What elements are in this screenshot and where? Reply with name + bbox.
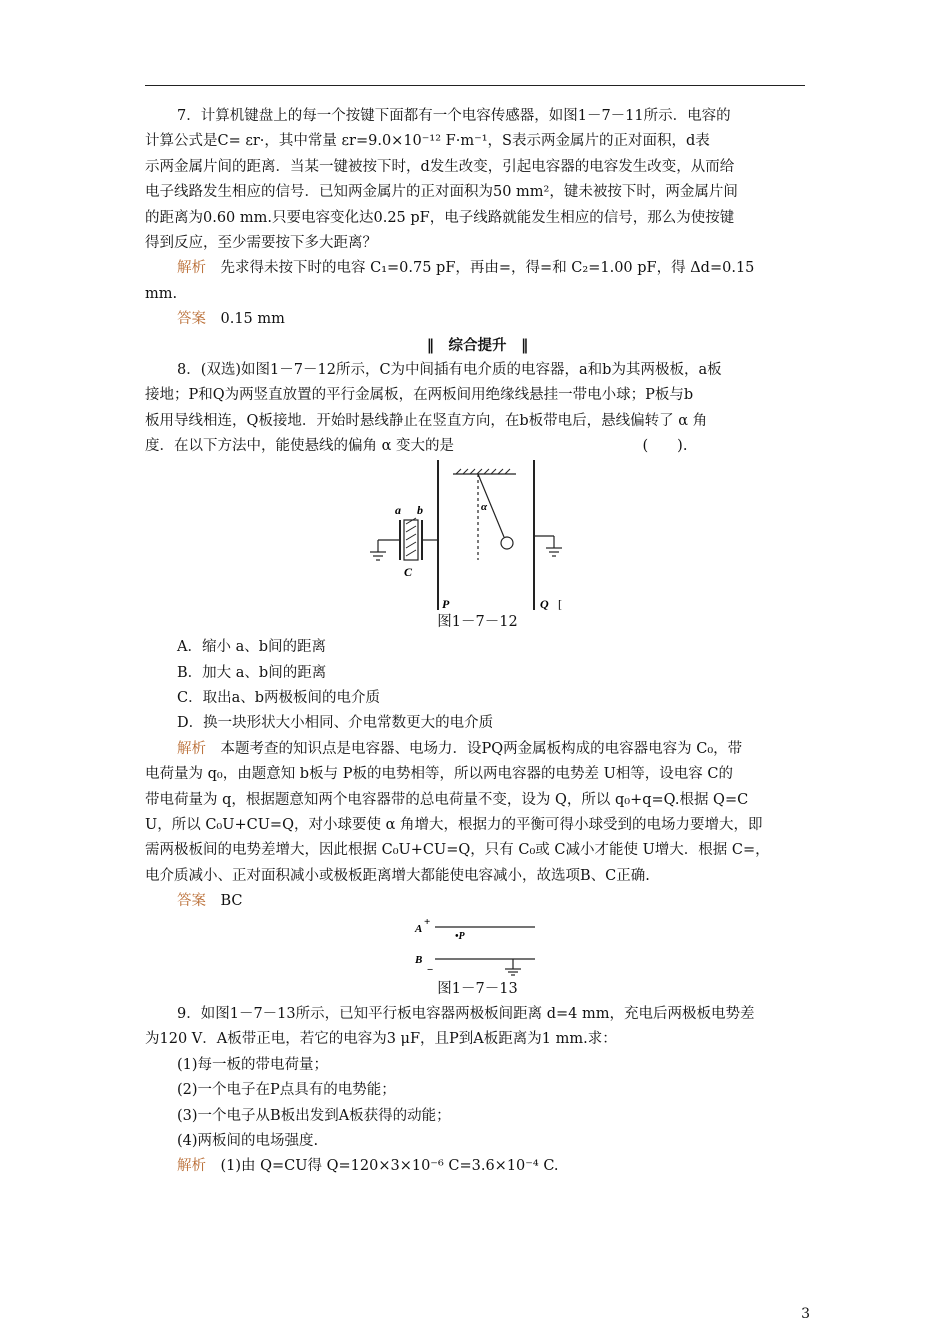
q8-option-c: C．取出a、b两极板间的电介质 bbox=[177, 689, 381, 706]
q8-option-a: A．缩小 a、b间的距离 bbox=[177, 639, 327, 656]
q7-line-6: 得到反应，至少需要按下多大距离？ bbox=[145, 235, 377, 252]
fig8-label-P: P bbox=[441, 596, 449, 610]
q7-line-2: 计算公式是C= εr·，其中常量 εr=9.0×10⁻¹² F·m⁻¹，S表示两金属片的正对面积，d表 bbox=[145, 133, 710, 150]
answer-label: 答案 bbox=[177, 893, 206, 910]
q9-item-4: (4)两板间的电场强度. bbox=[177, 1133, 319, 1149]
fig8-label-b: b bbox=[416, 502, 423, 517]
header-rule bbox=[145, 85, 805, 86]
fig9-label-B: B bbox=[414, 953, 422, 966]
q8-answer-text: BC bbox=[220, 893, 243, 910]
page-content bbox=[145, 104, 810, 1180]
figure-1-7-13 bbox=[413, 915, 543, 977]
q8-analysis-line-6: 电介质减小、正对面积减小或极板距离增大都能使电容减小，故选项B、C正确. bbox=[145, 867, 650, 884]
q8-option-b: B．加大 a、b间的距离 bbox=[177, 664, 327, 681]
figure-1-7-13-caption: 图1－7－13 bbox=[437, 980, 518, 997]
q7-analysis-text: 先求得未按下时的电容 C₁=0.75 pF，再由=，得=和 C₂=1.00 pF，得 Δd=0.15 bbox=[220, 260, 755, 277]
q7-line-3: 示两金属片间的距离．当某一键被按下时，d发生改变，引起电容器的电容发生改变，从而给 bbox=[145, 158, 735, 175]
q8-line-2: 接地；P和Q为两竖直放置的平行金属板，在两板间用绝缘线悬挂一带电小球；P板与b bbox=[145, 387, 694, 404]
fig9-label-A: A bbox=[414, 922, 422, 935]
q9-item-3: (3)一个电子从B板出发到A板获得的动能； bbox=[177, 1107, 451, 1124]
q8-analysis-line-3: 带电荷量为 q，根据题意知两个电容器带的总电荷量不变，设为 Q，所以 q₀+q=Q.根据 Q=C bbox=[145, 791, 749, 808]
fig8-label-a: a bbox=[394, 502, 401, 517]
answer-label: 答案 bbox=[177, 311, 206, 328]
analysis-label: 解析 bbox=[177, 1158, 206, 1175]
q7-line-4: 电子线路发生相应的信号．已知两金属片的正对面积为50 mm²，键未被按下时，两金属片间 bbox=[145, 184, 738, 201]
q9-item-2: (2)一个电子在P点具有的电势能； bbox=[177, 1082, 396, 1099]
q7-answer-text: 0.15 mm bbox=[220, 311, 285, 328]
q8-line-3: 板用导线相连，Q板接地．开始时悬线静止在竖直方向，在b板带电后，悬线偏转了 α 角 bbox=[145, 412, 708, 429]
analysis-label: 解析 bbox=[177, 260, 206, 277]
q8-analysis-line-1 bbox=[145, 737, 810, 762]
analysis-label: 解析 bbox=[177, 740, 206, 757]
q7-analysis bbox=[145, 256, 810, 281]
q7-answer bbox=[145, 307, 810, 332]
fig8-label-Q: Q bbox=[539, 596, 549, 610]
q9-analysis bbox=[145, 1154, 810, 1179]
fig8-label-alpha: α bbox=[480, 500, 487, 513]
q7-line-5: 的距离为0.60 mm.只要电容变化达0.25 pF，电子线路就能发生相应的信号，那么为使按键 bbox=[145, 209, 735, 226]
parallel-plate-diagram bbox=[413, 915, 543, 977]
q8-answer bbox=[145, 889, 810, 914]
q8-analysis-line-4: U，所以 C₀U+CU=Q，对小球要使 α 角增大，根据力的平衡可得小球受到的电场力要增大，即 bbox=[145, 816, 763, 833]
q9-item-1: (1)每一板的带电荷量； bbox=[177, 1056, 329, 1073]
page-number: 3 bbox=[801, 1306, 810, 1322]
q7-analysis-tail: mm. bbox=[145, 285, 178, 302]
figure-1-7-12 bbox=[368, 460, 588, 610]
q9-analysis-text: (1)由 Q=CU得 Q=120×3×10⁻⁶ C=3.6×10⁻⁴ C. bbox=[220, 1158, 559, 1175]
q9-line-2: 为120 V．A板带正电，若它的电容为3 μF，且P到A板距离为1 mm.求： bbox=[145, 1031, 617, 1048]
q8-line-4: 度．在以下方法中，能使悬线的偏角 α 变大的是 ( ). bbox=[145, 438, 688, 455]
fig8-stray-bracket: [ bbox=[557, 596, 562, 610]
capacitor-pendulum-diagram bbox=[368, 460, 588, 610]
fig8-label-C: C bbox=[403, 564, 412, 579]
q8-analysis-line-2: 电荷量为 q₀，由题意知 b板与 P板的电势相等，所以两电容器的电势差 U相等，设电容 C的 bbox=[145, 766, 733, 783]
section-title: ‖ 综合提升 ‖ bbox=[426, 336, 529, 354]
q8-analysis-text-1: 本题考查的知识点是电容器、电场力．设PQ两金属板构成的电容器电容为 C₀，带 bbox=[220, 740, 743, 757]
q8-analysis-line-5: 需两极板间的电势差增大，因此根据 C₀U+CU=Q，只有 C₀或 C减小才能使 U增大．根据 C=， bbox=[145, 842, 770, 859]
fig9-minus: − bbox=[426, 963, 433, 976]
fig9-label-P: •P bbox=[454, 930, 465, 942]
q8-line-1: 8．(双选)如图1－7－12所示，C为中间插有电介质的电容器，a和b为其两极板，a板 bbox=[177, 362, 722, 379]
q8-option-d: D．换一块形状大小相同、介电常数更大的电介质 bbox=[177, 715, 494, 732]
figure-1-7-12-caption: 图1－7－12 bbox=[437, 613, 518, 630]
q9-line-1: 9．如图1－7－13所示，已知平行板电容器两极板间距离 d=4 mm，充电后两极板电势差 bbox=[177, 1005, 755, 1022]
fig9-plus: + bbox=[423, 915, 430, 928]
q7-line-1: 7．计算机键盘上的每一个按键下面都有一个电容传感器，如图1－7－11所示．电容的 bbox=[177, 108, 731, 124]
